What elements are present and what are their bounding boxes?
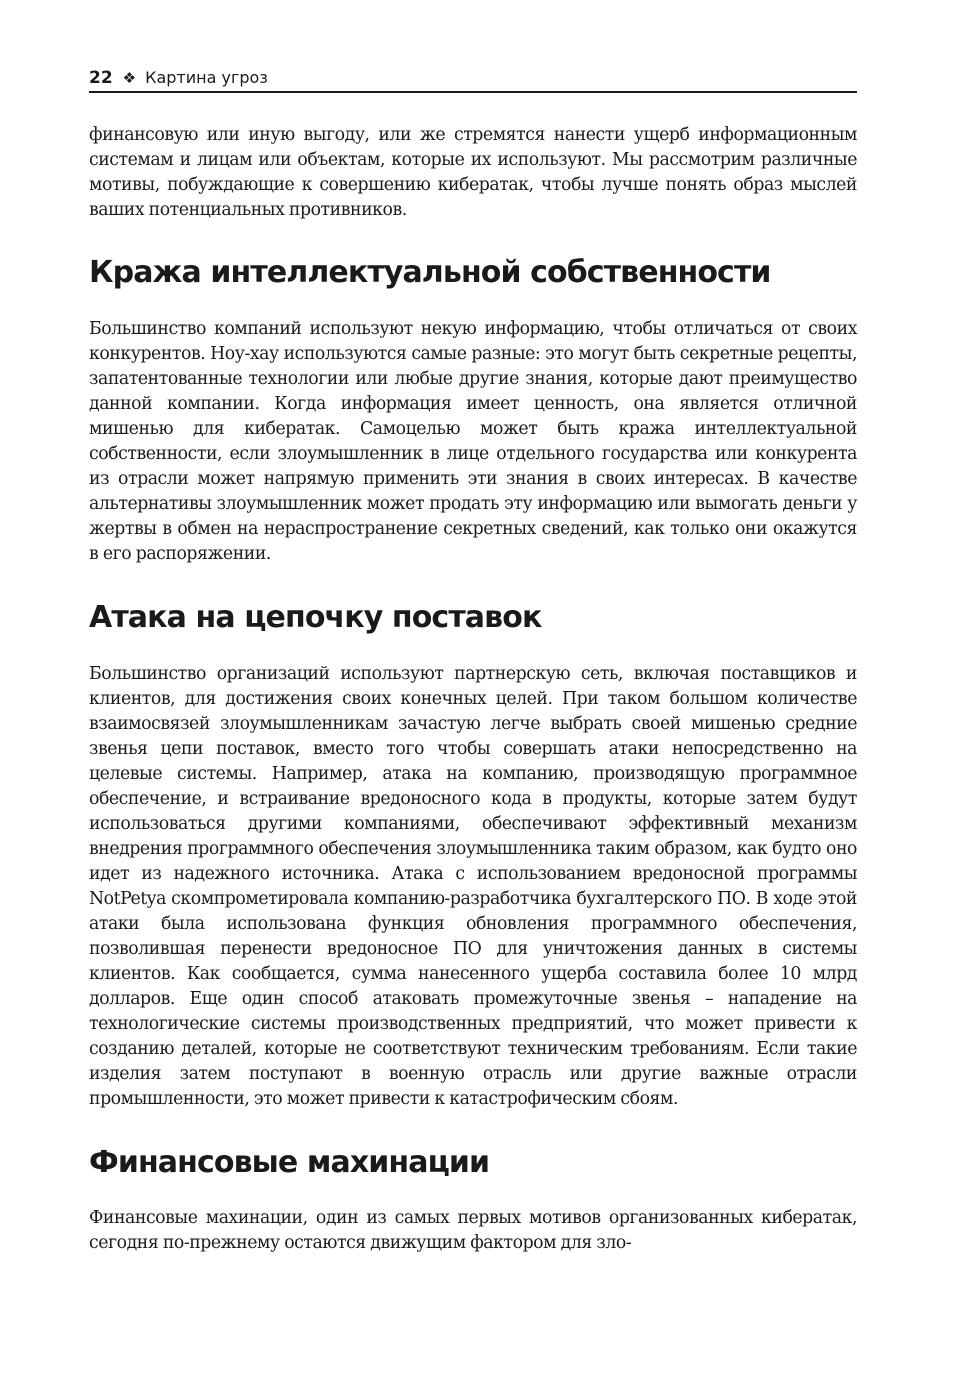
running-header bbox=[89, 64, 857, 93]
intro-paragraph: финансовую или иную выгоду, или же стремятся нанести ущерб информационным системам и лицам или объектам, которые их используют. Мы рассмотрим различные мотивы, побуждающие к совершению кибератак, чтобы лучше понять образ мыслей ваших потенциальных противников. bbox=[89, 125, 857, 220]
page-number: 22 bbox=[89, 68, 113, 88]
chapter-title: Картина угроз bbox=[145, 68, 268, 87]
section-heading-ip-theft: Кража интеллектуальной собственности bbox=[89, 255, 771, 290]
book-page bbox=[89, 64, 857, 1256]
section-paragraph-supply-chain: Большинство организаций используют партнерскую сеть, включая поставщиков и клиентов, для достижения своих конечных целей. При таком большом количестве взаимосвязей злоумышленникам зачастую легче выбрать своей мишенью средние звенья цепи поставок, вместо того чтобы совершать атаки непосредственно на целевые системы. Например, атака на компанию, производящую программное обеспечение, и встраивание вредоносного кода в продукты, которые затем будут использоваться другими компаниями, обеспечивают эффективный механизм внедрения программного обеспечения злоумышленника таким образом, как будто оно идет из надежного источника. Атака с использованием вредоносной программы NotPetya скомпрометировала компанию-разработчика бухгалтерского ПО. В ходе этой атаки была использована функция обновления программного обеспечения, позволившая перенести вредоносное ПО для уничтожения данных в системы клиентов. Как сообщается, сумма нанесенного ущерба составила более 10 млрд долларов. Еще один способ атаковать промежуточные звенья – нападение на технологические системы производственных предприятий, что может привести к созданию деталей, которые не соответствуют техническим требованиям. Если такие изделия затем поступают в военную отрасль или другие важные отрасли промышленности, это может привести к катастрофическим сбоям. bbox=[89, 664, 857, 1109]
section-paragraph-financial-fraud: Финансовые махинации, один из самых первых мотивов организованных кибератак, сегодня по-прежнему остаются движущим фактором для зло- bbox=[89, 1208, 857, 1253]
section-heading-supply-chain: Атака на цепочку поставок bbox=[89, 600, 542, 635]
ornament-icon: ❖ bbox=[122, 69, 137, 87]
section-paragraph-ip-theft: Большинство компаний используют некую информацию, чтобы отличаться от своих конкурентов. Ноу-хау используются самые разные: это могут быть секретные рецепты, запатентованные технологии или любые другие знания, которые дают преимущество данной компании. Когда информация имеет ценность, она является отличной мишенью для кибератак. Самоцелью может быть кража интеллектуальной собственности, если злоумышленник в лице отдельного государства или конкурента из отрасли может напрямую применить эти знания в своих интересах. В качестве альтернативы злоумышленник может продать эту информацию или вымогать деньги у жертвы в обмен на нераспространение секретных сведений, как только они окажутся в его распоряжении. bbox=[89, 319, 857, 564]
section-heading-financial-fraud: Финансовые махинации bbox=[89, 1145, 490, 1180]
